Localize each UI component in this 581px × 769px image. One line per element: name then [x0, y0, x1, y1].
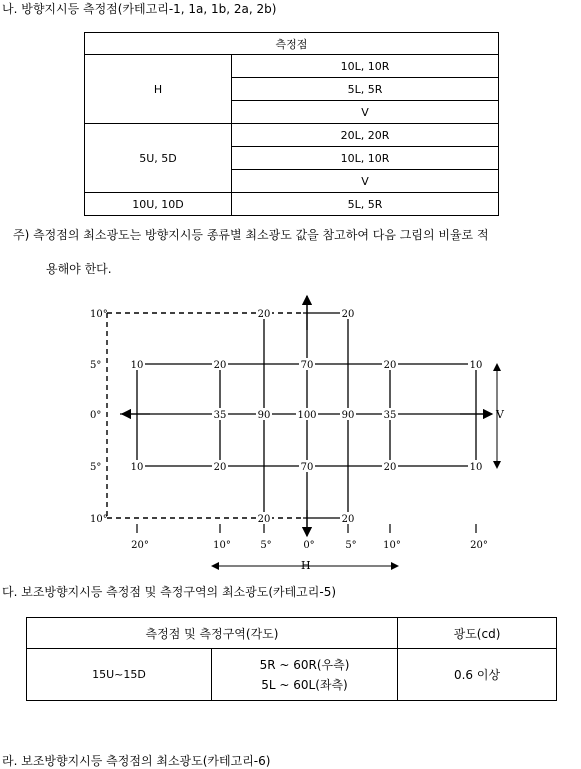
value-label: 20 [257, 309, 271, 320]
value-label: 70 [300, 360, 314, 371]
col-label: 0° [303, 540, 315, 551]
value-label: 20 [257, 514, 271, 525]
horizontal-range-cell [212, 649, 398, 701]
value-label: 20 [213, 462, 227, 473]
table-cell: V [232, 101, 499, 124]
vertical-range-cell: 15U~15D [27, 649, 212, 701]
h-axis-label: H [301, 559, 311, 572]
col-labels [131, 540, 488, 551]
col2-header: 광도(cd) [398, 618, 557, 649]
measurement-point-table [84, 32, 499, 216]
value-label: 35 [383, 410, 397, 421]
col1-header: 측정점 및 측정구역(각도) [27, 618, 398, 649]
value-label: 70 [300, 462, 314, 473]
row-label: 10° [90, 514, 108, 525]
section-ra-heading: 라. 보조방향지시등 측정점의 최소광도(카테고리-6) [2, 754, 271, 768]
value-label: 20 [341, 514, 355, 525]
col-label: 10° [383, 540, 401, 551]
group-10u10d: 10U, 10D [85, 193, 232, 216]
note-line-2: 용해야 한다. [46, 262, 112, 276]
value-label: 10 [469, 462, 483, 473]
table-cell: V [232, 170, 499, 193]
range-right: 5R ~ 60R(우측) [259, 657, 350, 672]
section-na-heading: 나. 방향지시등 측정점(카테고리-1, 1a, 1b, 2a, 2b) [2, 2, 277, 16]
v-axis-label: V [496, 408, 504, 421]
value-label: 20 [383, 462, 397, 473]
row-label: 5° [90, 462, 102, 473]
value-label: 90 [257, 410, 271, 421]
row-label: 5° [90, 360, 102, 371]
category5-table [26, 617, 557, 701]
col-label: 20° [131, 540, 149, 551]
value-label: 20 [341, 309, 355, 320]
row-label: 0° [90, 410, 102, 421]
group-h: H [85, 55, 232, 124]
note-line-1: 주) 측정점의 최소광도는 방향지시등 종류별 최소광도 값을 참고하여 다음 그림의 비율로 적 [13, 228, 489, 242]
value-label: 20 [383, 360, 397, 371]
value-label: 35 [213, 410, 227, 421]
table-cell: 5L, 5R [232, 193, 499, 216]
value-label: 20 [213, 360, 227, 371]
table-cell: 20L, 20R [232, 124, 499, 147]
row-label: 10° [90, 309, 108, 320]
measurement-grid-diagram [0, 292, 581, 577]
col-label: 5° [345, 540, 357, 551]
table-cell: 5L, 5R [232, 78, 499, 101]
value-label: 90 [341, 410, 355, 421]
value-label: 10 [130, 360, 144, 371]
table-cell: 10L, 10R [232, 147, 499, 170]
row-labels [90, 309, 108, 525]
value-label: 100 [297, 410, 317, 421]
col-label: 5° [260, 540, 272, 551]
section-da-heading: 다. 보조방향지시등 측정점 및 측정구역의 최소광도(카테고리-5) [2, 585, 337, 599]
luminous-value-cell: 0.6 이상 [398, 649, 557, 701]
table-cell: 10L, 10R [232, 55, 499, 78]
range-left: 5L ~ 60L(좌측) [261, 677, 348, 692]
group-5u5d: 5U, 5D [85, 124, 232, 193]
value-label: 10 [130, 462, 144, 473]
col-label: 10° [213, 540, 231, 551]
table-header: 측정점 [85, 33, 499, 55]
col-label: 20° [470, 540, 488, 551]
value-label: 10 [469, 360, 483, 371]
